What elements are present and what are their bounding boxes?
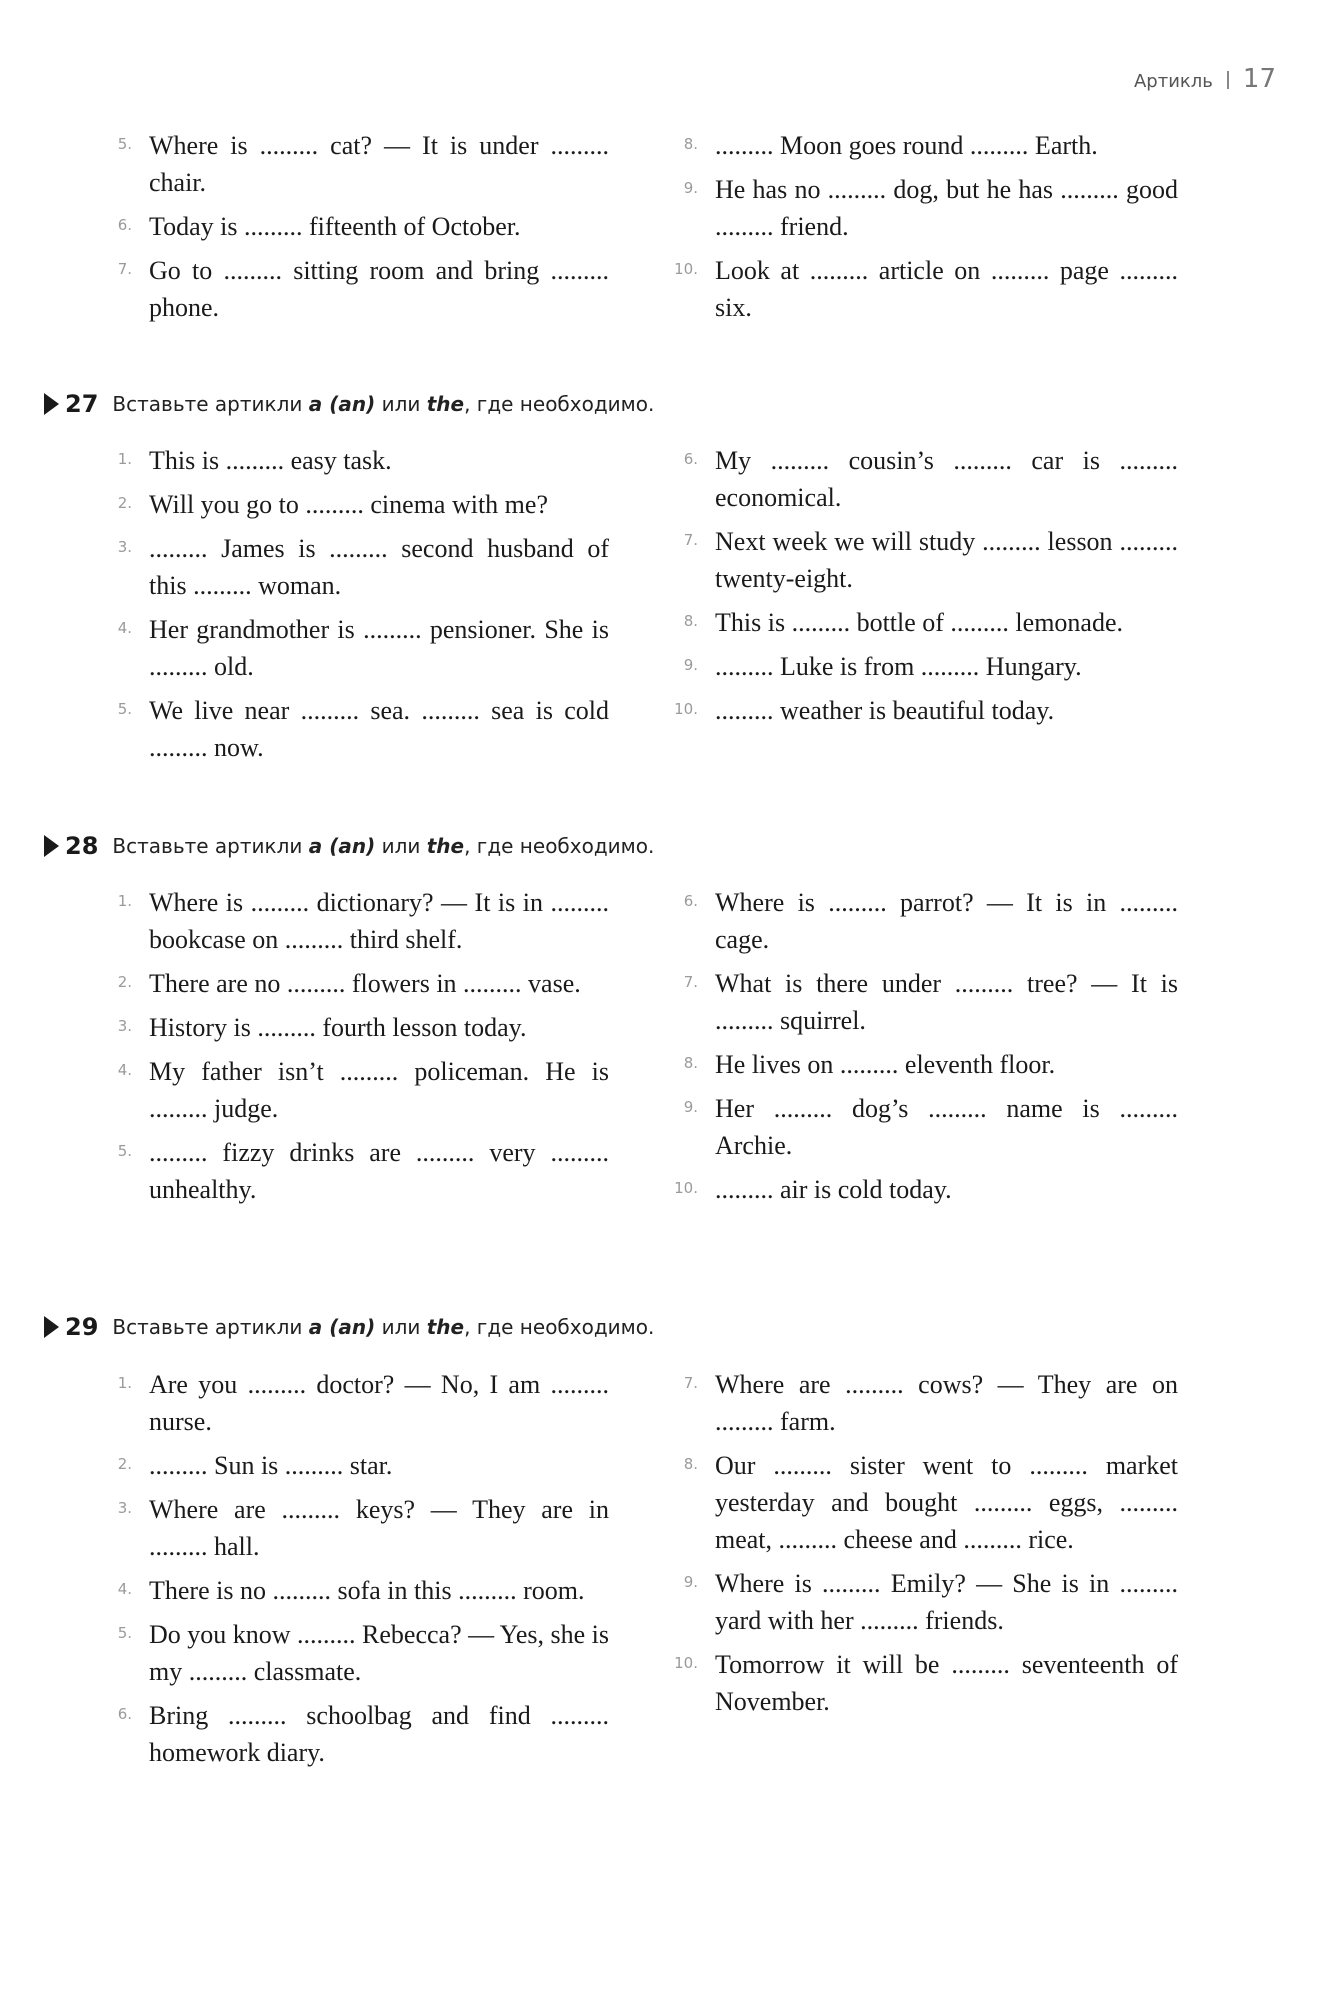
- item-number: 4.: [117, 1580, 132, 1598]
- play-triangle-icon: [44, 835, 59, 857]
- item-number: 10.: [674, 1179, 698, 1197]
- item-number: 8.: [683, 612, 698, 630]
- item-text: Her ......... dog’s ......... name is ......... Archie.: [715, 1094, 1178, 1160]
- exercise-heading: [44, 1313, 654, 1341]
- item-text: My father isn’t ......... policeman. He is ......... judge.: [149, 1057, 609, 1123]
- exercise-item: [112, 1447, 609, 1484]
- exercise-instruction: [112, 392, 654, 416]
- item-text: ......... air is cold today.: [715, 1175, 952, 1204]
- exercise-item: [678, 965, 1178, 1039]
- exercise-instruction: [112, 1315, 654, 1339]
- exercise-item: [112, 442, 609, 479]
- item-number: 1.: [117, 1374, 132, 1392]
- left-column: [112, 127, 609, 333]
- instruction-articles: a (an): [308, 392, 376, 416]
- page-number: 17: [1242, 64, 1276, 94]
- item-text: He has no ......... dog, but he has ......... good ......... friend.: [715, 175, 1178, 241]
- play-triangle-icon: [44, 1316, 59, 1338]
- exercise-item: [678, 1046, 1178, 1083]
- item-text: This is ......... easy task.: [149, 446, 392, 475]
- item-number: 2.: [117, 494, 132, 512]
- instruction-article-the: the: [426, 834, 465, 858]
- exercise-item: [112, 1009, 609, 1046]
- item-number: 5.: [117, 700, 132, 718]
- right-column: [674, 884, 1178, 1215]
- exercise-item: [112, 1053, 609, 1127]
- exercise-item: [112, 884, 609, 958]
- left-column: [112, 1366, 609, 1778]
- item-text: ......... weather is beautiful today.: [715, 696, 1055, 725]
- item-number: 9.: [683, 179, 698, 197]
- item-number: 5.: [117, 135, 132, 153]
- exercise-item: [678, 648, 1178, 685]
- instruction-text: , где необходимо.: [464, 834, 655, 858]
- page-header: [1134, 64, 1276, 94]
- instruction-article-the: the: [426, 1315, 465, 1339]
- item-text: Go to ......... sitting room and bring ......... phone.: [149, 256, 609, 322]
- item-number: 6.: [117, 1705, 132, 1723]
- exercise-item: [678, 1447, 1178, 1558]
- item-text: ......... Luke is from ......... Hungary.: [715, 652, 1082, 681]
- item-number: 10.: [674, 700, 698, 718]
- exercise-item: [112, 692, 609, 766]
- item-number: 7.: [683, 1374, 698, 1392]
- exercise-item: [678, 1366, 1178, 1440]
- item-text: ......... Sun is ......... star.: [149, 1451, 393, 1480]
- play-triangle-icon: [44, 393, 59, 415]
- item-number: 3.: [117, 1499, 132, 1517]
- exercise-number: 29: [65, 1313, 99, 1341]
- section-title: Артикль: [1133, 71, 1213, 92]
- item-number: 4.: [117, 619, 132, 637]
- item-number: 2.: [117, 973, 132, 991]
- item-text: Where is ......... dictionary? — It is in ......... bookcase on ......... third shelf.: [149, 888, 609, 954]
- instruction-articles: a (an): [308, 1315, 376, 1339]
- item-number: 4.: [117, 1061, 132, 1079]
- item-text: Our ......... sister went to ......... market yesterday and bought ......... eggs, ......... meat, ......... cheese and ......... rice.: [715, 1451, 1178, 1554]
- item-number: 6.: [683, 892, 698, 910]
- item-text: He lives on ......... eleventh floor.: [715, 1050, 1056, 1079]
- exercise-item: [112, 127, 609, 201]
- exercise-item: [112, 965, 609, 1002]
- exercise-item: [674, 1646, 1178, 1720]
- instruction-text: Вставьте артикли: [112, 834, 309, 858]
- exercise-instruction: [112, 834, 654, 858]
- item-number: 1.: [117, 892, 132, 910]
- item-number: 7.: [683, 973, 698, 991]
- instruction-text: , где необходимо.: [464, 1315, 655, 1339]
- item-number: 1.: [117, 450, 132, 468]
- item-number: 3.: [117, 1017, 132, 1035]
- item-text: ......... James is ......... second husband of this ......... woman.: [149, 534, 609, 600]
- item-text: History is ......... fourth lesson today.: [149, 1013, 527, 1042]
- exercise-heading: [44, 832, 654, 860]
- item-text: ......... Moon goes round ......... Earth.: [715, 131, 1098, 160]
- item-text: Do you know ......... Rebecca? — Yes, she is my ......... classmate.: [149, 1620, 610, 1686]
- item-text: Where are ......... cows? — They are on ......... farm.: [715, 1370, 1178, 1436]
- exercise-item: [112, 530, 609, 604]
- exercise-item: [112, 611, 609, 685]
- item-text: Where are ......... keys? — They are in ......... hall.: [149, 1495, 609, 1561]
- item-text: There are no ......... flowers in ......... vase.: [149, 969, 581, 998]
- item-text: This is ......... bottle of ......... lemonade.: [715, 608, 1124, 637]
- exercise-item: [678, 127, 1178, 164]
- left-column: [112, 884, 609, 1215]
- header-divider: [1227, 71, 1229, 89]
- item-text: Where is ......... Emily? — She is in ......... yard with her ......... friends.: [715, 1569, 1178, 1635]
- instruction-text: Вставьте артикли: [112, 1315, 309, 1339]
- exercise-item: [112, 1366, 609, 1440]
- item-text: Next week we will study ......... lesson ......... twenty-eight.: [715, 527, 1178, 593]
- item-text: What is there under ......... tree? — It is ......... squirrel.: [715, 969, 1178, 1035]
- instruction-text: или: [375, 834, 427, 858]
- item-number: 9.: [683, 1098, 698, 1116]
- item-text: My ......... cousin’s ......... car is ......... economical.: [715, 446, 1178, 512]
- exercise-item: [678, 442, 1178, 516]
- instruction-article-the: the: [426, 392, 465, 416]
- exercise-item: [112, 1616, 609, 1690]
- exercise-item: [112, 1134, 609, 1208]
- item-number: 10.: [674, 260, 698, 278]
- exercise-item: [674, 692, 1178, 729]
- item-number: 7.: [117, 260, 132, 278]
- item-text: ......... fizzy drinks are ......... very ......... unhealthy.: [149, 1138, 609, 1204]
- item-text: Bring ......... schoolbag and find ......... homework diary.: [149, 1701, 609, 1767]
- left-column: [112, 442, 609, 773]
- item-text: Where is ......... parrot? — It is in ......... cage.: [715, 888, 1178, 954]
- exercise-item: [112, 252, 609, 326]
- item-number: 6.: [683, 450, 698, 468]
- item-number: 5.: [117, 1624, 132, 1642]
- item-text: We live near ......... sea. ......... sea is cold ......... now.: [149, 696, 609, 762]
- item-text: There is no ......... sofa in this ......... room.: [149, 1576, 585, 1605]
- exercise-number: 28: [65, 832, 99, 860]
- exercise-item: [674, 252, 1178, 326]
- right-column: [674, 442, 1178, 736]
- item-number: 9.: [683, 656, 698, 674]
- exercise-item: [112, 486, 609, 523]
- item-number: 8.: [683, 1455, 698, 1473]
- exercise-item: [674, 1171, 1178, 1208]
- right-column: [674, 1366, 1178, 1727]
- item-number: 5.: [117, 1142, 132, 1160]
- right-column: [674, 127, 1178, 333]
- item-number: 9.: [683, 1573, 698, 1591]
- exercise-item: [112, 1572, 609, 1609]
- exercise-number: 27: [65, 390, 99, 418]
- item-text: Her grandmother is ......... pensioner. She is ......... old.: [149, 615, 609, 681]
- exercise-heading: [44, 390, 654, 418]
- item-text: Tomorrow it will be ......... seventeenth of November.: [715, 1650, 1178, 1716]
- item-number: 8.: [683, 135, 698, 153]
- item-text: Look at ......... article on ......... page ......... six.: [715, 256, 1178, 322]
- exercise-item: [112, 1491, 609, 1565]
- instruction-text: или: [375, 1315, 427, 1339]
- exercise-item: [678, 523, 1178, 597]
- exercise-item: [678, 604, 1178, 641]
- instruction-text: Вставьте артикли: [112, 392, 309, 416]
- exercise-item: [678, 1565, 1178, 1639]
- item-number: 6.: [117, 216, 132, 234]
- item-text: Where is ......... cat? — It is under ......... chair.: [149, 131, 609, 197]
- item-number: 10.: [674, 1654, 698, 1672]
- item-text: Are you ......... doctor? — No, I am ......... nurse.: [149, 1370, 609, 1436]
- exercise-item: [678, 1090, 1178, 1164]
- item-number: 3.: [117, 538, 132, 556]
- instruction-text: или: [375, 392, 427, 416]
- exercise-item: [678, 884, 1178, 958]
- item-text: Today is ......... fifteenth of October.: [149, 212, 521, 241]
- exercise-item: [678, 171, 1178, 245]
- item-number: 8.: [683, 1054, 698, 1072]
- exercise-item: [112, 1697, 609, 1771]
- instruction-text: , где необходимо.: [464, 392, 655, 416]
- instruction-articles: a (an): [308, 834, 376, 858]
- item-number: 7.: [683, 531, 698, 549]
- item-text: Will you go to ......... cinema with me?: [149, 490, 548, 519]
- exercise-item: [112, 208, 609, 245]
- item-number: 2.: [117, 1455, 132, 1473]
